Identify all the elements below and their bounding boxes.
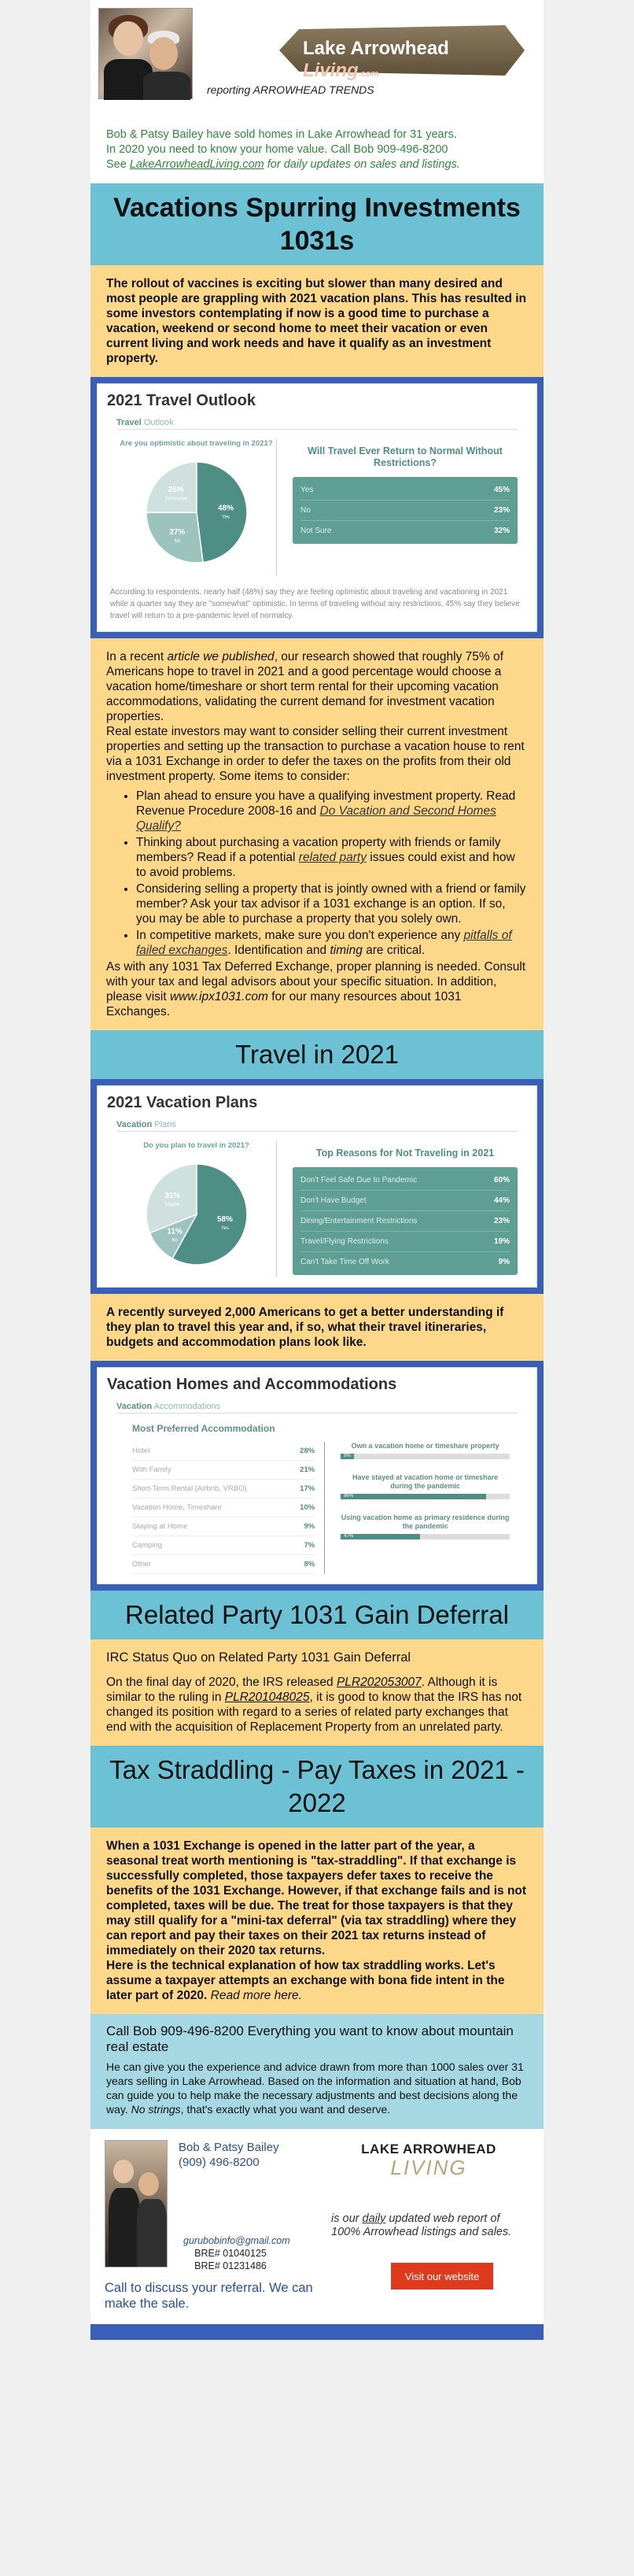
intro-line-3-prefix: See	[106, 158, 130, 171]
section-title: Related Party 1031 Gain Deferral	[125, 1600, 509, 1629]
section-subhead: IRC Status Quo on Related Party 1031 Gain Deferral	[106, 1650, 411, 1665]
chart-note: According to respondents, nearly half (48%) say they are feeling optimistic about traveling and vacationing in 2021 while a quarter say they are "somewhat" optimistic. In terms of traveling without any restrictions, 45% say they believe travel will return to a pre-pandemic level of normalcy.	[110, 588, 520, 620]
agents-photo	[105, 2140, 168, 2267]
list-item: • Considering selling a property that is jointly owned with a friend or family member? Ask your tax advisor if a 1031 exchange is an option. If so, you may be able to purchase a property that you solely own.	[136, 881, 528, 926]
survey-paragraph: A recently surveyed 2,000 Americans to get a better understanding if they plan to travel this year and, if so, what their travel itineraries, budgets and accommodation plans look like.	[106, 1306, 504, 1349]
section1-body: In a recent article we published, our research showed that roughly 75% of Americans hope to travel in 2021 and a good percentage would choose a vacation home/timeshare or short term rental for their upcoming vacation accommodations, validating the current demand for investment vacation properties. Real estate investors may want to consider selling their current investment properties and setting up the transaction to purchase a vacation house to rent via a 1031 Exchange in order to defer the taxes on the profits from their old investment property. Some items to consider: • Plan ahead to ensure you have a qualifying investment property. Read Revenue Procedure 2008-16 and Do Vacation and Second Homes Qualify? • Thinking about purchasing a vacation property with friends or family members? Read if a potential related party issues could exist and how to avoid problems. • Considering selling a property that is jointly owned with a friend or family member? Ask your tax advisor if a 1031 exchange is an option. If so, you may be able to purchase a property that you solely own. • In competitive markets, make sure you don't experience any pitfalls of failed exchanges. Identification and timing are critical. As with any 1031 Tax Deferred Exchange, proper planning is needed. Consult with your tax and legal advisors about your specific situation. In addition, please visit www.ipx1031.com for our many resources about 1031 Exchanges.	[90, 638, 544, 1030]
visit-website-button[interactable]: Visit our website	[391, 2263, 493, 2290]
accommodation-heading: Most Preferred Accommodation	[132, 1423, 275, 1434]
section-lead	[90, 265, 544, 377]
body-paragraph: Here is the technical explanation of how tax straddling works. Let's assume a taxpayer attempts an exchange with bona fide intent in the later part of 2020.	[106, 1959, 505, 2002]
optimism-pie-chart	[138, 453, 256, 571]
agent-email[interactable]: gurubobinfo@gmail.com	[183, 2235, 290, 2246]
list-item: Hotel 28%	[132, 1442, 315, 1461]
pie-slice-label: Yes	[220, 1226, 229, 1232]
pie-slice-no	[146, 512, 203, 563]
pie-data-label: 25%	[168, 485, 184, 494]
body-paragraph: Real estate investors may want to consider selling their current investment properties and setting up the transaction to purchase a vacation house to rent via a 1031 Exchange in order to defer the taxes on the profits from their old investment property. Some items to consider:	[106, 725, 525, 783]
vacation-homes-card: Vacation Homes and Accommodations Vacation Accommodations Most Preferred Accommodation Hotel 28% With Family 21% Short-Term Rental (Airbnb, VRBO) 17% Vacation Home, Timeshare 10% Staying at Home 9% Camping 7% Other 8% Own a vacation home or timeshare property 8% Have stayed at vacation home or timeshare during the pandemic 86% Using vacation home as primary residence during the pandemic 47%	[97, 1367, 537, 1584]
travel-outlook-card	[97, 383, 537, 632]
bre-number: BRE# 01040125	[194, 2248, 267, 2259]
email-page: Lake Arrowhead Living.com reporting ARROWHEAD TRENDS Bob & Patsy Bailey have sold homes in Lake Arrowhead for 31 years. In 2020 you need to know your home value. Call Bob 909-496-8200 See LakeArrowheadLiving.com for daily updates on sales and listings. Vacations Spurring Investments 1031s The rollout of vaccines is exciting but slower than many desired and most people are grappling with 2021 vacation plans. This has resulted in some investors contemplating if now is a good time to purchase a vacation, weekend or second home to meet their vacation or even current living and work needs and have it qualify as an investment property. 2021 Travel Outlook Travel Outlook Are you optimistic about traveling in 2021? 48% Yes 27% No 25% Somewhat Will Travel Ever Return to Normal Without Restrictions? Yes 45% No 23% Not Sure 32% According to respondents, nearly half (48%) say they are feeling optimistic about traveling and vacationing in 2021 while a quarter say they are "somewhat" optimistic. In terms of traveling without any restrictions, 45% say they believe travel will return to a pre-pandemic level of normalcy. In a recent article we published, our research showed that roughly 75% of Americans hope to travel in 2021 and a good percentage would choose a vacation home/timeshare or short term rental for their upcoming vacation accommodations, validating the current demand for investment vacation properties. Real estate investors may want to consider selling their current investment properties and setting up the transaction to purchase a vacation house to rent via a 1031 Exchange in order to defer the taxes on the profits from their old investment property. Some items to consider: • Plan ahead to ensure you have a qualifying investment property. Read Revenue Procedure 2008-16 and Do Vacation and Second Homes Qualify? • Thinking about purchasing a vacation property with friends or family members? Read if a potential related party issues could exist and how to avoid problems. • Considering selling a property that is jointly owned with a friend or family member? Ask your tax advisor if a 1031 exchange is an option. If so, you may be able to purchase a property that you solely own. • In competitive markets, make sure you don't experience any pitfalls of failed exchanges. Identification and timing are critical. As with any 1031 Tax Deferred Exchange, proper planning is needed. Consult with your tax and legal advisors about your specific situation. In addition, please visit www.ipx1031.com for our many resources about 1031 Exchanges. Travel in 2021 2021 Vacation Plans Vacation Plans Do you plan to travel in 2021? 58% Yes 11% No 31% Maybe Top Reasons for Not Traveling in 2021 Don't Feel Safe Due to Pandemic 60% Don't Have Budget 44% Dining/Entertainment Restrictions 23% Travel/Flying Restrictions 19% Can't Take Time Off Work 9% A recently surveyed 2,000 Americans to get a better understanding if they plan to travel this year and, if so, what their travel itineraries, budgets and accommodation plans look like. Vacation Homes and Accommodations Vacation Accommodations Most Preferred Accommodation Hotel 28% With Family 21% Short-Term Rental (Airbnb, VRBO) 17% Vacation Home, Timeshare 10% Staying at Home 9% Camping 7% Other 8% Own a vacation home or timeshare property 8% Have stayed at vacation home or timeshare during the pandemic 86% Using vacation home as primary residence during the pandemic 47% Related Party 1031 Gain Deferral IRC Status Quo on Related Party 1031 Gain Deferral On the final day of 2020, the IRS released PLR202053007. Although it is similar to the ruling in PLR201048025, it is good to know that the IRS has not changed its position with regard to a series of related party exchanges that end with the acquisition of Replacement Property from an unrelated party. Tax Straddling - Pay Taxes in 2021 - 2022 When a 1031 Exchange is opened in the latter part of the year, a seasonal treat worth mentioning is "tax-straddling". If that exchange is successfully completed, those taxpayers defer taxes to receive the benefits of the 1031 Exchange. However, if that exchange fails and is not completed, taxes will be due. The treat for those taxpayers is that they may still qualify for a "mini-tax deferral" (via tax straddling) where they can report and pay their taxes on their 2021 tax returns instead of immediately on their 2020 tax returns. Here is the technical explanation of how tax straddling works. Let's assume a taxpayer attempts an exchange with bona fide intent in the later part of 2020. Read more here. Call Bob 909-496-8200 Everything you want to know about mountain real estate He can give you the experience and advice drawn from more than 1000 sales over 31 years selling in Lake Arrowhead. Based on the information and situation at hand, Bob can guide you to help make the necessary adjustments and best decisions along the way. No strings, that's exactly what you want and deserve. Bob & Patsy Bailey (909) 496-8200 gurubobinfo@gmail.com BRE# 01040125 BRE# 01231486 LAKE ARROWHEAD LIVING is our daily updated web report of 100% Arrowhead listings and sales. Visit our website Call to discuss your referral. We can make the sale.	[90, 0, 544, 2340]
body-paragraph: When a 1031 Exchange is opened in the latter part of the year, a seasonal treat worth mentioning is "tax-straddling". If that exchange is successfully completed, those taxpayers defer taxes to receive the benefits of the 1031 Exchange. However, if that exchange fails and is not completed, taxes will be due. The treat for those taxpayers is that they may still qualify for a "mini-tax deferral" (via tax straddling) where they can report and pay their taxes on their 2021 tax returns instead of immediately on their 2020 tax returns.	[106, 1839, 527, 1957]
bar-fill: 86%	[341, 1494, 486, 1499]
bottom-bar	[90, 2324, 544, 2340]
bar-item: Own a vacation home or timeshare property 8%	[341, 1442, 510, 1459]
pie-question: Are you optimistic about traveling in 2021?	[120, 439, 273, 448]
section-title: Vacations Spurring Investments 1031s	[113, 193, 521, 256]
travel-normal-table	[293, 477, 518, 544]
section-title: Travel in 2021	[235, 1040, 399, 1069]
section-title: Tax Straddling - Pay Taxes in 2021 - 2022	[109, 1755, 525, 1817]
table-row: Dining/Entertainment Restrictions 23%	[300, 1211, 510, 1232]
intro-line-2: In 2020 you need to know your home value. Call Bob 909-496-8200	[106, 143, 448, 156]
section-banner-related-party	[90, 1591, 544, 1639]
logo-suffix-text: .com	[358, 69, 379, 79]
card-title: Vacation Homes and Accommodations	[107, 1376, 397, 1393]
bar-fill: 47%	[341, 1534, 420, 1539]
pie-data-label: 31%	[164, 1192, 180, 1201]
agents-photo	[98, 8, 193, 99]
intro-line-1: Bob & Patsy Bailey have sold homes in Lake Arrowhead for 31 years.	[106, 128, 457, 141]
list-item: With Family 21%	[132, 1461, 315, 1480]
table-row: Not Sure 32%	[300, 527, 510, 535]
card-subtitle-light: Outlook	[141, 418, 174, 427]
list-item: Camping 7%	[132, 1536, 315, 1555]
list-item: Short-Term Rental (Airbnb, VRBO) 17%	[132, 1480, 315, 1499]
reasons-table	[293, 1167, 518, 1275]
card-title: 2021 Travel Outlook	[107, 392, 256, 409]
pie-data-label: 11%	[166, 1227, 182, 1236]
list-item: Vacation Home, Timeshare 10%	[132, 1499, 315, 1517]
ipx-link[interactable]: www.ipx1031.com	[169, 990, 268, 1003]
accommodation-list	[116, 1442, 325, 1574]
table-row: Don't Feel Safe Due to Pandemic 60%	[300, 1170, 510, 1191]
table-row: Yes 45%	[300, 480, 510, 501]
header	[90, 0, 544, 118]
section-banner-travel	[90, 1030, 544, 1079]
travel-plan-pie-chart	[138, 1155, 256, 1273]
table-title: Will Travel Ever Return to Normal Without Restrictions?	[308, 445, 503, 468]
pie-slice-label: Yes	[221, 515, 230, 520]
vacation-home-bars	[325, 1442, 518, 1574]
lead-paragraph: The rollout of vaccines is exciting but slower than many desired and most people are grappling with 2021 vacation plans. This has resulted in some investors contemplating if now is a good time to purchase a vacation, weekend or second home to meet their vacation or even current living and work needs and have it qualify as an investment property.	[106, 277, 527, 365]
read-more-link[interactable]: Read more here.	[210, 1989, 302, 2002]
bar-item: Have stayed at vacation home or timeshare during the pandemic 86%	[341, 1473, 510, 1499]
logo-accent-text: Living	[303, 60, 359, 81]
failed-exchanges-link[interactable]: pitfalls of failed exchanges	[136, 929, 512, 957]
article-link[interactable]: article we published	[167, 650, 275, 663]
referral-text: Call to discuss your referral. We can make the sale.	[105, 2281, 313, 2311]
plr201048025-link[interactable]: PLR201048025	[224, 1691, 310, 1704]
vacation-homes-qualify-link[interactable]: Do Vacation and Second Homes Qualify?	[136, 804, 496, 833]
bre-number: BRE# 01231486	[194, 2260, 267, 2271]
intro-line-3-suffix: for daily updates on sales and listings.	[264, 158, 460, 171]
related-party-link[interactable]: related party	[298, 851, 367, 864]
footer-tagline: is our daily updated web report of 100% Arrowhead listings and sales.	[331, 2212, 512, 2238]
footer	[90, 2129, 544, 2324]
bar-fill: 8%	[341, 1454, 354, 1459]
agent-names: Bob & Patsy Bailey	[179, 2141, 279, 2154]
list-item: • Plan ahead to ensure you have a qualifying investment property. Read Revenue Procedure 2008-16 and Do Vacation and Second Homes Qualify?	[136, 789, 528, 833]
table-title: Top Reasons for Not Traveling in 2021	[315, 1148, 495, 1159]
table-row: No 23%	[300, 501, 510, 521]
pie-slice-label: Maybe	[164, 1203, 179, 1208]
list-item: • In competitive markets, make sure you don't experience any pitfalls of failed exchanges. Identification and timing are critical.	[136, 928, 528, 958]
vacation-plans-card: 2021 Vacation Plans Vacation Plans Do you plan to travel in 2021? 58% Yes 11% No 31% Maybe Top Reasons for Not Traveling in 2021 Don't Feel Safe Due to Pandemic 60% Don't Have Budget 44% Dining/Entertainment Restrictions 23% Travel/Flying Restrictions 19% Can't Take Time Off Work 9%	[97, 1085, 537, 1288]
pie-slice-label: Somewhat	[164, 496, 187, 501]
list-item: • Thinking about purchasing a vacation property with friends or family members? Read if a potential related party issues could exist and how to avoid problems.	[136, 835, 528, 880]
section-banner-vacations	[90, 183, 544, 265]
pie-data-label: 48%	[217, 504, 234, 513]
logo-main-text: Lake Arrowhead	[303, 38, 449, 59]
trends-tagline: reporting ARROWHEAD TRENDS	[207, 83, 374, 96]
table-row: Travel/Flying Restrictions 19%	[300, 1232, 510, 1252]
considerations-list	[136, 789, 528, 958]
contact-headline: Call Bob 909-496-8200 Everything you want to know about mountain real estate	[106, 2023, 514, 2054]
lake-arrowhead-living-logo[interactable]: LAKE ARROWHEAD LIVING	[361, 2142, 496, 2179]
bar-item: Using vacation home as primary residence during the pandemic 47%	[341, 1513, 510, 1539]
agent-phone[interactable]: (909) 496-8200	[179, 2156, 260, 2169]
section-banner-tax-straddling	[90, 1746, 544, 1828]
intro-text	[90, 118, 544, 183]
pie-slice-label: No	[171, 1238, 178, 1244]
table-row: Can't Take Time Off Work 9%	[300, 1258, 510, 1266]
list-item: Other 8%	[132, 1555, 315, 1574]
pie-data-label: 27%	[168, 527, 185, 537]
website-link[interactable]: LakeArrowheadLiving.com	[129, 158, 264, 171]
plr202053007-link[interactable]: PLR202053007	[336, 1676, 422, 1689]
pie-data-label: 58%	[216, 1215, 233, 1225]
card-subtitle-bold: Travel	[116, 418, 142, 427]
pie-slice-label: No	[174, 538, 180, 544]
list-item: Staying at Home 9%	[132, 1517, 315, 1536]
pie-question: Do you plan to travel in 2021?	[143, 1141, 249, 1150]
contact-section: Call Bob 909-496-8200 Everything you want to know about mountain real estate He can give you the experience and advice drawn from more than 1000 sales over 31 years selling in Lake Arrowhead. Based on the information and situation at hand, Bob can guide you to help make the necessary adjustments and best decisions along the way. No strings, that's exactly what you want and deserve.	[90, 2014, 544, 2129]
card-title: 2021 Vacation Plans	[107, 1094, 258, 1111]
lake-arrowhead-living-logo[interactable]	[279, 25, 525, 81]
table-row: Don't Have Budget 44%	[300, 1191, 510, 1211]
